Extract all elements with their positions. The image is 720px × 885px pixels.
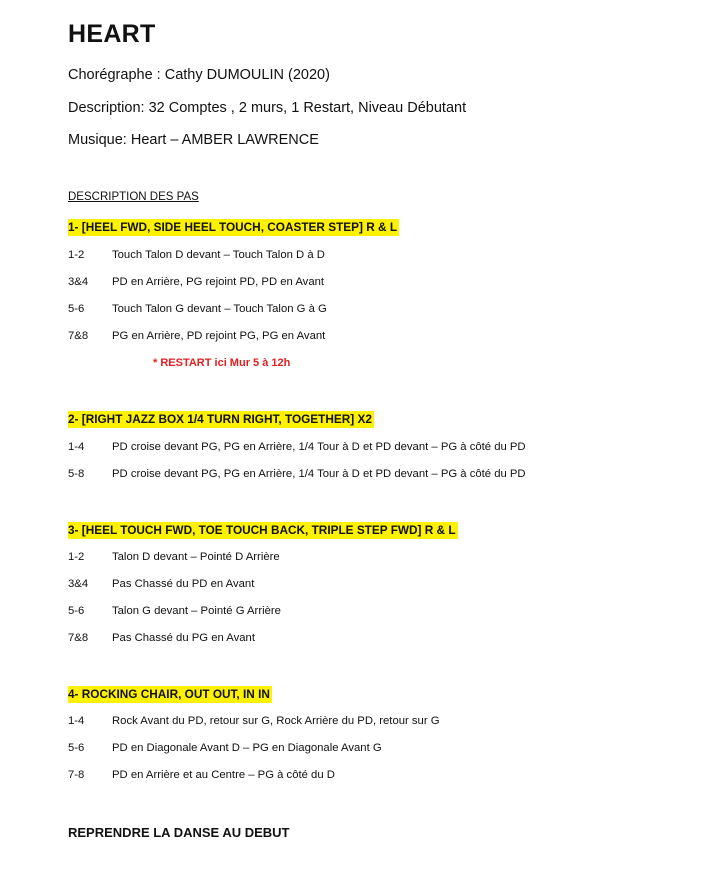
step-row: [68, 249, 325, 261]
step-count: 7&8: [68, 330, 89, 342]
step-text: PD en Arrière, PG rejoint PD, PD en Avant: [112, 276, 325, 288]
section-1-heading: 1- [HEEL FWD, SIDE HEEL TOUCH, COASTER STEP] R & L: [68, 220, 398, 234]
step-row: [68, 578, 254, 590]
choreographer-line: Chorégraphe : Cathy DUMOULIN (2020): [68, 67, 330, 83]
step-row: [68, 330, 325, 342]
step-count: 5-6: [68, 303, 85, 315]
step-text: Talon G devant – Pointé G Arrière: [112, 605, 281, 617]
step-count: 5-8: [68, 468, 85, 480]
step-row: [68, 769, 335, 781]
step-count: 5-6: [68, 742, 85, 754]
section-3-heading: 3- [HEEL TOUCH FWD, TOE TOUCH BACK, TRIPLE STEP FWD] R & L: [68, 523, 456, 537]
step-text: PG en Arrière, PD rejoint PG, PG en Avant: [112, 330, 326, 342]
step-count: 5-6: [68, 605, 85, 617]
step-text: Pas Chassé du PG en Avant: [112, 632, 255, 644]
dance-title: HEART: [68, 20, 156, 48]
step-row: [68, 551, 280, 563]
restart-note: * RESTART ici Mur 5 à 12h: [153, 357, 291, 369]
step-row: [68, 468, 526, 480]
step-row: [68, 276, 324, 288]
step-text: PD croise devant PG, PG en Arrière, 1/4 Tour à D et PD devant – PG à côté du PD: [112, 441, 526, 453]
step-text: PD croise devant PG, PG en Arrière, 1/4 Tour à D et PD devant – PG à côté du PD: [112, 468, 526, 480]
step-text: Pas Chassé du PD en Avant: [112, 578, 255, 590]
step-row: [68, 441, 526, 453]
step-count: 3&4: [68, 578, 89, 590]
step-text: Talon D devant – Pointé D Arrière: [112, 551, 280, 563]
step-text: PD en Diagonale Avant D – PG en Diagonale Avant G: [112, 742, 382, 754]
step-count: 1-4: [68, 441, 85, 453]
footer-instruction: REPRENDRE LA DANSE AU DEBUT: [68, 825, 290, 840]
section-4-heading: 4- ROCKING CHAIR, OUT OUT, IN IN: [68, 687, 270, 701]
music-line: Musique: Heart – AMBER LAWRENCE: [68, 132, 319, 148]
step-text: Touch Talon G devant – Touch Talon G à G: [112, 303, 327, 315]
step-row: [68, 605, 281, 617]
step-count: 3&4: [68, 276, 89, 288]
section-2-heading: 2- [RIGHT JAZZ BOX 1/4 TURN RIGHT, TOGETHER] X2: [68, 412, 372, 426]
step-row: [68, 632, 255, 644]
step-text: Rock Avant du PD, retour sur G, Rock Arrière du PD, retour sur G: [112, 715, 440, 727]
steps-heading: DESCRIPTION DES PAS: [68, 191, 199, 203]
step-count: 7&8: [68, 632, 89, 644]
step-count: 1-2: [68, 249, 85, 261]
step-text: Touch Talon D devant – Touch Talon D à D: [112, 249, 325, 261]
step-text: PD en Arrière et au Centre – PG à côté du D: [112, 769, 335, 781]
step-row: [68, 715, 440, 727]
step-count: 1-4: [68, 715, 85, 727]
step-count: 7-8: [68, 769, 85, 781]
step-count: 1-2: [68, 551, 85, 563]
step-row: [68, 742, 382, 754]
description-line: Description: 32 Comptes , 2 murs, 1 Restart, Niveau Débutant: [68, 100, 467, 116]
step-row: [68, 303, 327, 315]
